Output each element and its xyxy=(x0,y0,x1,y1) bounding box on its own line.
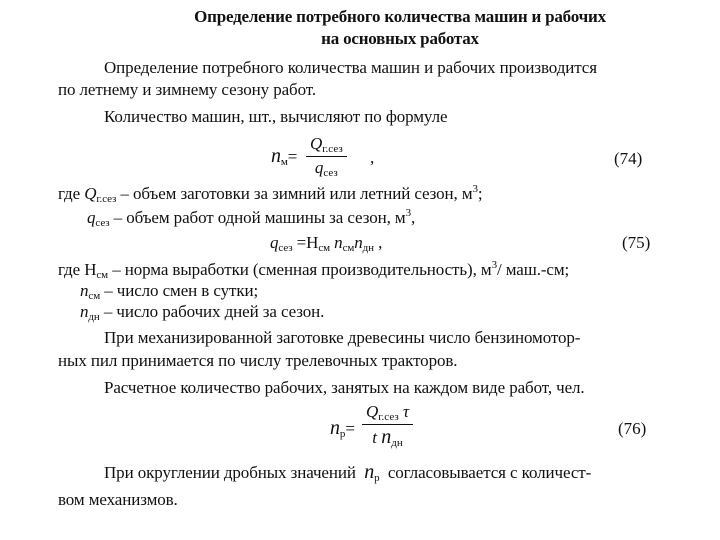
eq74-lhs-sub: м xyxy=(280,156,288,168)
definition-q-gsez: где $Q_{г.сез}$ – объем заготовки за зимний или летний сезон, $м^3$; xyxy=(58,183,483,205)
eq74-equals: = xyxy=(287,147,298,166)
eq75-number: (75) xyxy=(622,233,651,252)
eq76-fraction-bar xyxy=(362,424,413,425)
eq74-number: (74) xyxy=(614,149,643,168)
eq74-den-sub: сез xyxy=(323,167,338,179)
eq76-number: (76) xyxy=(618,419,647,438)
saws-paragraph-line-2: ных пил принимается по числу трелевочных тракторов. xyxy=(58,351,458,370)
eq74-lhs-symbol: n xyxy=(271,145,281,167)
workers-formula-intro: Расчетное количество рабочих, занятых на каждом виде работ, чел. xyxy=(104,378,585,397)
eq74-trail: , xyxy=(370,148,375,167)
heading-line-1: Определение потребного количества машин и рабочих xyxy=(194,7,606,26)
definition-n-dn: $n_{дн}$ – число рабочих дней за сезон. xyxy=(80,302,325,323)
eq74-den-symbol: q xyxy=(314,158,324,177)
intro-line-2: по летнему и зимнему сезону работ. xyxy=(58,80,316,99)
saws-paragraph-line-1: При механизированной заготовке древесины число бензиномотор- xyxy=(104,328,581,347)
rounding-line-2: вом механизмов. xyxy=(58,490,178,509)
definition-q-sez: $q_{сез}$ – объем работ одной машины за сезон, $м^3$, xyxy=(87,207,416,229)
eq74-fraction xyxy=(306,134,347,179)
definition-n-sm: $n_{см}$ – число смен в сутки; xyxy=(80,281,259,302)
machines-formula-intro: Количество машин, шт., вычисляют по формуле xyxy=(104,107,448,126)
document-page: Определение потребного количества машин и рабочих на основных работах Определение потребного количества машин и рабочих производится по летнему и зимнему сезону работ. Количество машин, шт., вычисляют по формуле $n_м=$ $Q_{г.сез}$ $q_{сез}$ , (74) где $Q_{г.сез}$ – объем заготовки за зимний или летний сезон, $м^3$; $q_{сез}$ – объем работ одной машины за сезон, $м^3$, $q_{сез} =Н_{см}$ $n_{см}n_{дн}$ , (75) где $Н_{см}$ – норма выработки (сменная производительность), $м^3/$ маш.-см; $n_{см}$ – число смен в сутки; $n_{дн}$ – число рабочих дней за сезон. При механизированной заготовке древесины число бензиномотор- ных пил принимается по числу трелевочных тракторов. Расчетное количество рабочих, занятых на каждом виде работ, чел. $n_р=$ $Q_{г.сез}$ τ t $n_{дн}$ (76) При округлении дробных значений $n_р$ согласовывается с количест- вом механизмов. xyxy=(0,0,720,540)
eq75-lhs-symbol: q xyxy=(270,233,279,252)
eq74-num-symbol: Q xyxy=(310,134,323,153)
definition-n-norm: где $Н_{см}$ – норма выработки (сменная производительность), $м^3/$ маш.-см; xyxy=(58,259,570,281)
eq74-fraction-bar xyxy=(306,156,347,157)
heading-line-2: на основных работах xyxy=(321,29,479,48)
eq74-num-sub: г.сез xyxy=(322,143,343,155)
eq76-fraction: $Q_{г.сез}$ τ t $n_{дн}$ xyxy=(362,402,413,449)
eq76-lhs-symbol: n xyxy=(330,417,340,439)
rounding-line-1: При округлении дробных значений $n_р$ согласовывается с количест- xyxy=(104,461,592,484)
intro-line-1: Определение потребного количества машин и рабочих производится xyxy=(104,58,597,77)
